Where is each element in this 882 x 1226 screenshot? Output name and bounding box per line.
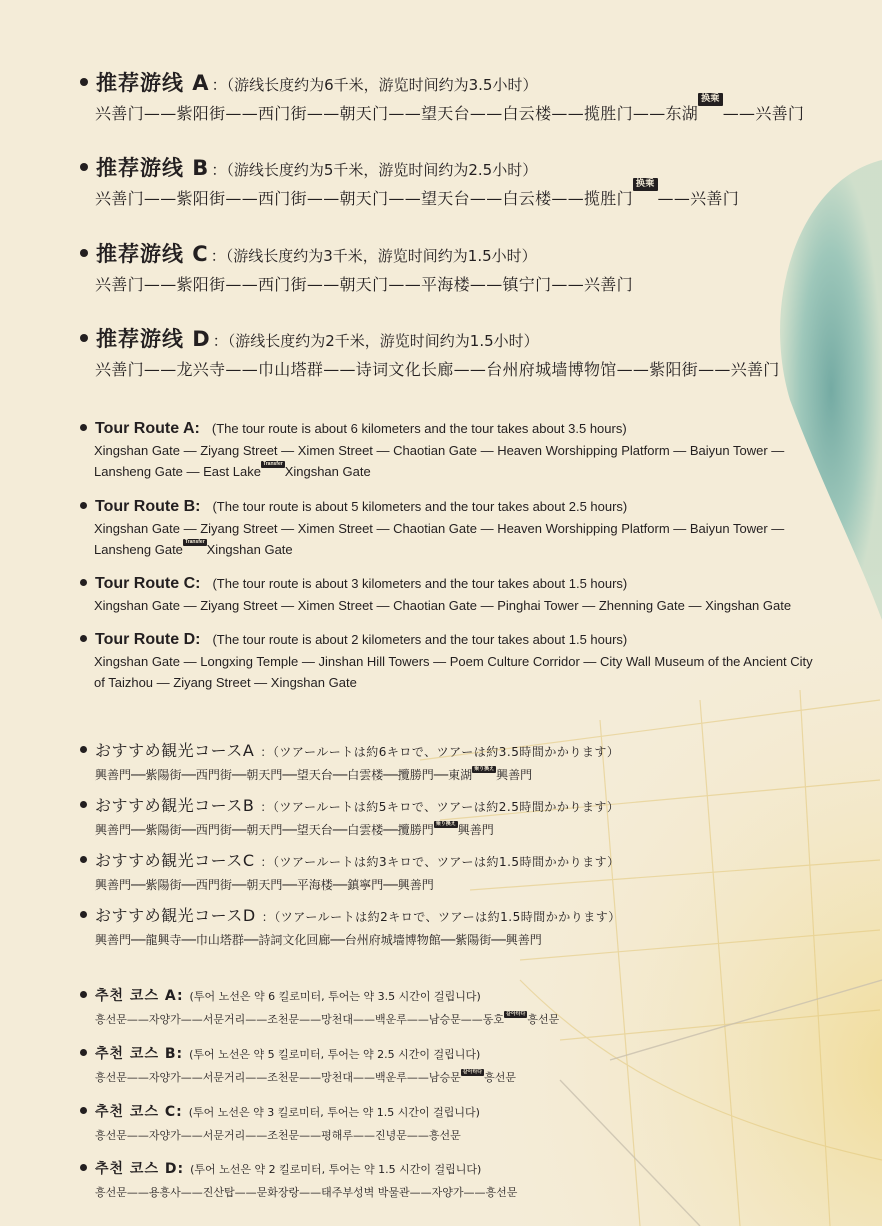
transfer-badge: Transfer: [184, 539, 205, 545]
route-desc: ：（ツアールートは約3キロで、ツアーは約1.5時間かかります）: [260, 855, 620, 869]
route-stops: Xingshan Gate — Ziyang Street — Ximen Street — Chaotian Gate — Heaven Worshipping Platform — Baiyun Tower — Lansheng Gate: [94, 521, 785, 557]
route-title: 推荐游线 A: [96, 71, 210, 95]
route-desc: (투어 노선은 약 6 킬로미터, 투어는 약 3.5 시간이 걸립니다): [189, 990, 481, 1003]
transfer-badge: 乗り換え: [435, 821, 456, 827]
bullet-icon: [80, 424, 87, 431]
route-desc: ：（游线长度约为2千米，游览时间约为1.5小时）: [212, 332, 539, 350]
bullet-icon: [80, 856, 87, 863]
en-route-b: [80, 498, 852, 560]
route-stops: 兴善门——龙兴寺——巾山塔群——诗词文化长廊——台州府城墙博物馆——紫阳街——兴善门: [95, 360, 780, 379]
route-title: 추천 코스 B:: [95, 1046, 184, 1062]
bullet-icon: [80, 579, 87, 586]
route-stops: Xingshan Gate — Ziyang Street — Ximen Street — Chaotian Gate — Heaven Worshipping Platform — Baiyun Tower — Lansheng Gate — East Lake: [94, 443, 785, 479]
route-desc: ：（ツアールートは約5キロで、ツアーは約2.5時間かかります）: [260, 800, 620, 814]
route-stops: 兴善门——紫阳街——西门街——朝天门——望天台——白云楼——揽胜门: [95, 189, 633, 208]
bullet-icon: [80, 991, 87, 998]
bullet-icon: [80, 1164, 87, 1171]
transfer-badge: 갈아타다: [462, 1069, 483, 1075]
zh-route-a: [80, 67, 852, 124]
ko-route-b: [80, 1043, 852, 1085]
route-stops: 興善門──紫陽街──西門街──朝天門──望天台──白雲楼──攬勝門: [95, 823, 434, 837]
route-title: Tour Route B:: [95, 498, 201, 515]
route-title: 推荐游线 C: [96, 242, 209, 266]
bullet-icon: [80, 502, 87, 509]
route-stops: 興善門──紫陽街──西門街──朝天門──望天台──白雲楼──攬勝門──東湖: [95, 768, 473, 782]
route-desc: (투어 노선은 약 2 킬로미터, 투어는 약 1.5 시간이 걸립니다): [190, 1163, 482, 1176]
route-stops: 흥선문——자양가——서문거리——조천문——망천대——백운루——남승문: [95, 1071, 461, 1084]
ko-route-d: [80, 1158, 852, 1200]
ja-route-d: [80, 903, 852, 948]
route-title: 추천 코스 C:: [95, 1104, 183, 1120]
route-stops: 興善門──紫陽街──西門街──朝天門──平海楼──鎮寧門──興善門: [95, 878, 434, 892]
route-desc: ：（ツアールートは約6キロで、ツアーは約3.5時間かかります）: [260, 745, 620, 759]
bullet-icon: [80, 635, 87, 642]
route-title: Tour Route D:: [95, 631, 201, 648]
zh-route-c: [80, 238, 852, 295]
route-desc: ：（游线长度约为5千米，游览时间约为2.5小时）: [211, 161, 538, 179]
route-stops-end: ——兴善门: [657, 189, 740, 208]
bullet-icon: [80, 1049, 87, 1056]
bullet-icon: [80, 746, 87, 753]
route-stops-end: 興善門: [496, 768, 533, 782]
route-stops-end: Xingshan Gate: [284, 464, 371, 479]
route-title: 推荐游线 B: [96, 156, 210, 180]
route-desc: ：（ツアールートは約2キロで、ツアーは約1.5時間かかります）: [261, 910, 621, 924]
route-stops: 興善門──龍興寺──巾山塔群──詩詞文化回廊──台州府城墻博物館──紫陽街──興善門: [95, 933, 542, 947]
route-stops: 흥선문——자양가——서문거리——조천문——망천대——백운루——남승문——동호: [95, 1013, 505, 1026]
route-desc: (The tour route is about 5 kilometers and the tour takes about 2.5 hours): [212, 499, 628, 514]
route-desc: ：（游线长度约为3千米，游览时间约为1.5小时）: [210, 247, 537, 265]
en-route-c: [80, 575, 852, 616]
zh-route-b: [80, 152, 852, 209]
route-stops: Xingshan Gate — Ziyang Street — Ximen Street — Chaotian Gate — Pinghai Tower — Zhenning Gate — Xingshan Gate: [94, 598, 792, 613]
route-title: おすすめ観光コースD: [95, 906, 256, 925]
bullet-icon: [80, 78, 88, 86]
route-stops: 兴善门——紫阳街——西门街——朝天门——望天台——白云楼——揽胜门——东湖: [95, 104, 699, 123]
route-desc: ：（游线长度约为6千米，游览时间约为3.5小时）: [211, 76, 538, 94]
bullet-icon: [80, 334, 88, 342]
transfer-badge: 乗り換え: [474, 766, 495, 772]
transfer-badge: Transfer: [262, 461, 283, 467]
bullet-icon: [80, 163, 88, 171]
ko-route-c: [80, 1101, 852, 1143]
route-stops: 흥선문——자양가——서문거리——조천문——평해루——진녕문——흥선문: [95, 1129, 461, 1142]
bullet-icon: [80, 801, 87, 808]
transfer-badge: 갈아타다: [506, 1011, 526, 1017]
route-title: 推荐游线 D: [96, 327, 211, 351]
transfer-badge: 换乘: [633, 178, 658, 191]
en-route-d: [80, 631, 852, 693]
route-stops-end: ——兴善门: [722, 104, 805, 123]
zh-route-d: [80, 323, 852, 380]
route-desc: (The tour route is about 2 kilometers and the tour takes about 1.5 hours): [212, 632, 628, 647]
bullet-icon: [80, 1107, 87, 1114]
route-stops: Xingshan Gate — Longxing Temple — Jinshan Hill Towers — Poem Culture Corridor — City Wall Museum of the Ancient City of Taizhou — Ziyang Street — Xingshan Gate: [94, 654, 813, 690]
ja-route-b: [80, 793, 852, 838]
ja-route-a: [80, 738, 852, 783]
route-stops-end: 흥선문: [527, 1013, 560, 1026]
bullet-icon: [80, 249, 88, 257]
bullet-icon: [80, 911, 87, 918]
route-desc: (투어 노선은 약 3 킬로미터, 투어는 약 1.5 시간이 걸립니다): [188, 1106, 480, 1119]
ko-route-a: [80, 985, 852, 1027]
en-route-a: [80, 420, 852, 482]
route-desc: (The tour route is about 6 kilometers and the tour takes about 3.5 hours): [211, 421, 627, 436]
route-title: おすすめ観光コースB: [95, 796, 255, 815]
transfer-badge: 换乘: [698, 93, 723, 106]
route-title: 추천 코스 A:: [95, 988, 184, 1004]
route-title: おすすめ観光コースC: [95, 851, 255, 870]
route-title: 추천 코스 D:: [95, 1161, 185, 1177]
route-stops-end: 興善門: [457, 823, 494, 837]
route-desc: (The tour route is about 3 kilometers and the tour takes about 1.5 hours): [212, 576, 628, 591]
route-stops-end: 흥선문: [484, 1071, 516, 1084]
route-title: おすすめ観光コースA: [95, 741, 255, 760]
route-stops-end: Xingshan Gate: [206, 542, 293, 557]
route-stops: 흥선문——용흥사——진산탑——문화장랑——태주부성벽 박물관——자양가——흥선문: [95, 1186, 518, 1199]
ja-route-c: [80, 848, 852, 893]
route-title: Tour Route C:: [95, 575, 201, 592]
route-title: Tour Route A:: [95, 420, 200, 437]
route-stops: 兴善门——紫阳街——西门街——朝天门——平海楼——镇宁门——兴善门: [95, 275, 633, 294]
route-desc: (투어 노선은 약 5 킬로미터, 투어는 약 2.5 시간이 걸립니다): [189, 1048, 481, 1061]
